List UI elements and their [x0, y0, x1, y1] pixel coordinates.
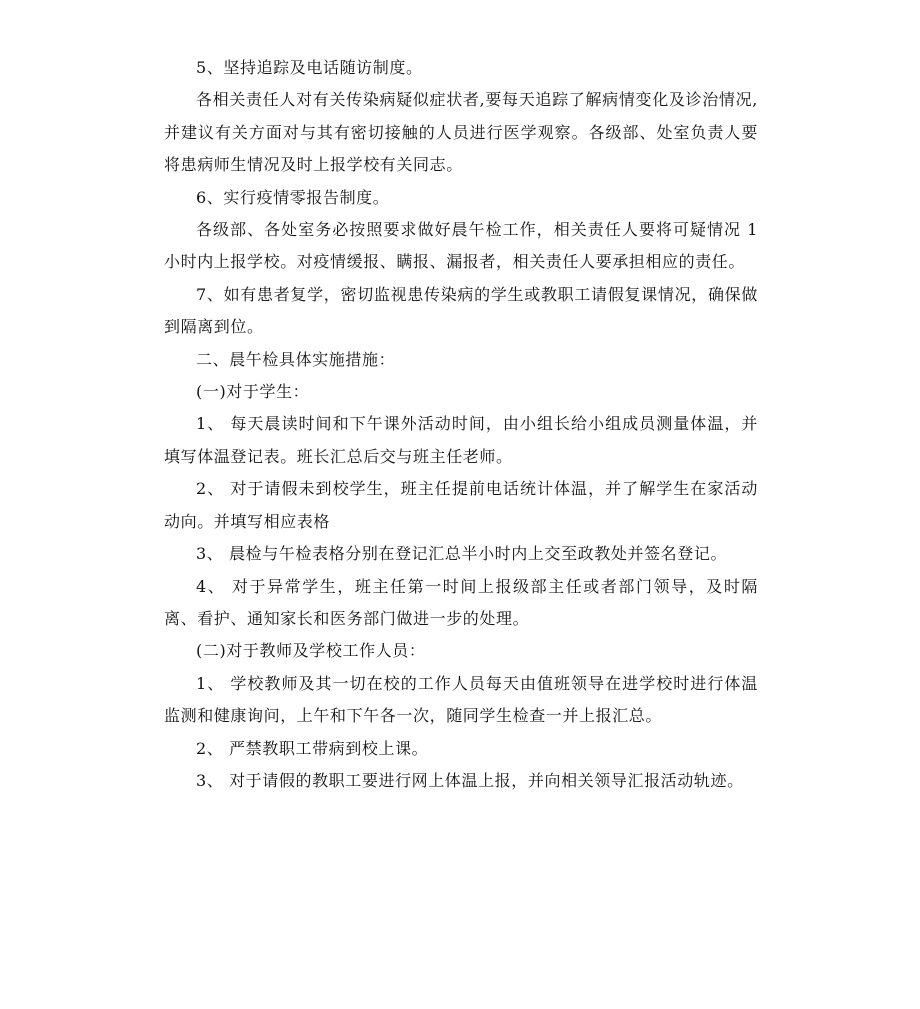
paragraph-item-5-heading: 5、坚持追踪及电话随访制度。 [196, 58, 423, 77]
student-item-4: 4、 对于异常学生，班主任第一时间上报级部主任或者部门领导，及时隔离、看护、通知家长和医务部门做进一步的处理。 [164, 576, 758, 628]
staff-item-1: 1、 学校教师及其一切在校的工作人员每天由值班领导在进学校时进行体温监测和健康询问，上午和下午各一次，随同学生检查一并上报汇总。 [164, 673, 758, 726]
staff-item-2: 2、 严禁教职工带病到校上课。 [196, 738, 429, 758]
section-heading-measures: 二、晨午检具体实施措施： [196, 349, 396, 369]
student-item-3: 3、 晨检与午检表格分别在登记汇总半小时内上交至政教处并签名登记。 [196, 544, 728, 564]
document-page [164, 52, 758, 797]
staff-item-3: 3、 对于请假的教职工要进行网上体温上报，并向相关领导汇报活动轨迹。 [196, 770, 744, 790]
subsection-heading-students: (一)对于学生： [196, 382, 310, 402]
paragraph-zero-report-detail: 各级部、各处室务必按照要求做好晨午检工作，相关责任人要将可疑情况 1 小时内上报学校。对疫情缓报、瞒报、漏报者，相关责任人要承担相应的责任。 [164, 220, 758, 272]
paragraph-item-6-heading: 6、实行疫情零报告制度。 [196, 187, 390, 207]
paragraph-item-7: 7、如有患者复学，密切监视患传染病的学生或教职工请假复课情况，确保做到隔离到位。 [164, 284, 758, 337]
subsection-heading-staff: (二)对于教师及学校工作人员： [196, 641, 426, 661]
paragraph-tracking-detail: 各相关责任人对有关传染病疑似症状者,要每天追踪了解病情变化及诊治情况,并建议有关方面对与其有密切接触的人员进行医学观察。各级部、处室负责人要将患病师生情况及时上报学校有关同志。 [164, 90, 758, 175]
student-item-2: 2、 对于请假未到校学生，班主任提前电话统计体温，并了解学生在家活动动向。并填写相应表格 [164, 479, 758, 531]
student-item-1: 1、 每天晨读时间和下午课外活动时间，由小组长给小组成员测量体温，并填写体温登记表。班长汇总后交与班主任老师。 [164, 414, 758, 466]
